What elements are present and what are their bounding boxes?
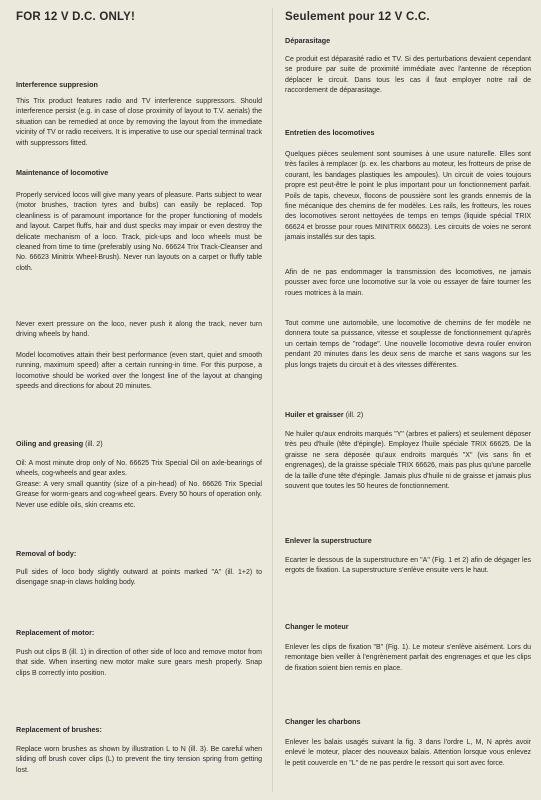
paragraph-replacement-brushes: Replace worn brushes as shown by illustration L to N (ill. 3). Be careful when sliding off brush cover clips (L) to prevent the tiny tension spring from getting lost. xyxy=(16,746,262,774)
paragraph-removal-body: Pull sides of loco body slightly outward at points marked "A" (ill. 1+2) to disengage snap-in claws holding body. xyxy=(16,569,262,587)
section-title-maintenance: Maintenance of locomotive xyxy=(16,168,109,177)
section-title-entretien: Entretien des locomotives xyxy=(285,128,375,137)
section-title-replacement-motor: Replacement of motor: xyxy=(16,628,95,637)
french-column xyxy=(285,0,531,800)
section-title-huiler-text: Huiler et graisser xyxy=(285,410,344,419)
paragraph-maintenance-2: Never exert pressure on the loco, never push it along the track, never turn driving wheels by hand. xyxy=(16,321,262,339)
section-title-huiler xyxy=(285,410,363,419)
section-title-charbons: Changer les charbons xyxy=(285,717,361,726)
section-title-removal-body: Removal of body: xyxy=(16,549,77,558)
paragraph-huiler: Ne huiler qu'aux endroits marqués "Y" (arbres et paliers) et seulement déposer très peu d'huile (tête d'épingle). Employez l'huile spéciale TRIX 66625. De la graisse ne sera déposée qu'aux endroits marqués "X" (vis sans fin et engrenages), de la graisse spéciale TRIX 66626, mais pas plus qu'une parcelle de la taille d'une tête d'épingle. Jamais plus d'huile ni de graisse et jamais plus souvent que toutes les 50 heures de fonctionnement. xyxy=(285,431,531,491)
paragraph-charbons: Enlever les balais usagés suivant la fig. 3 dans l'ordre L, M, N après avoir enlevé le moteur, placer des nouveaux balais. Attention lorsque vous enlevez le petit couvercle en "L" de ne pas perdre le ressort qui sort avec force. xyxy=(285,739,531,767)
paragraph-entretien-3: Tout comme une automobile, une locomotive de chemins de fer modèle ne donnera toute sa puissance, vitesse et souplesse de fonctionnement qu'après un certain temps de "rodage". Une nouvelle locomotive devra rouler environ pendant 20 minutes dans les deux sens de marche et sans wagons sur les plus longs trajets du circuit et à des vitesses différentes. xyxy=(285,320,531,369)
column-divider xyxy=(272,8,273,792)
section-title-replacement-brushes: Replacement of brushes: xyxy=(16,725,102,734)
section-title-interference: Interference suppresion xyxy=(16,80,98,89)
section-title-moteur: Changer le moteur xyxy=(285,622,349,631)
paragraph-entretien-2: Afin de ne pas endommager la transmission des locomotives, ne jamais pousser avec force une locomotive sur la voie ou essayer de faire tourner les roues motrices à la main. xyxy=(285,269,531,297)
paragraph-maintenance-3: Model locomotives attain their best performance (even start, quiet and smooth running, maximum speed) after a certain running-in time. For this purpose, a locomotive should be worked over the longest line of the layout at changing speeds and directions for about 20 minutes. xyxy=(16,352,262,391)
section-title-oiling-text: Oiling and greasing xyxy=(16,439,84,448)
section-title-superstructure: Enlever la superstructure xyxy=(285,536,372,545)
section-title-oiling-ref: (ill. 2) xyxy=(85,439,103,448)
section-title-oiling xyxy=(16,439,103,448)
english-column xyxy=(16,0,264,800)
section-title-huiler-ref: (ill. 2) xyxy=(345,410,364,419)
paragraph-deparasitage: Ce produit est déparasité radio et TV. Si des perturbations devaient cependant se produire par suite de proximité immédiate avec l'antenne de réception déplacer le circuit. Dans tous les cas il faut employer notre rail de raccordement de déparasitage. xyxy=(285,56,531,95)
paragraph-interference: This Trix product features radio and TV interference suppressors. Should interference persist (e.g. in case of close proximity of layout to T.V. aerials) the situation can be remedied at once by removing the layout from the immediate vicinity of TV or radio receivers. It is imperative to use our special terminal track with suppressors fitted. xyxy=(16,98,262,147)
paragraph-replacement-motor: Push out clips B (ill. 1) in direction of other side of loco and remove motor from that side. When inserting new motor make sure gears mesh properly. Snap clips B correctly into position. xyxy=(16,649,262,677)
paragraph-entretien-1: Quelques pièces seulement sont soumises à une usure naturelle. Elles sont très faciles à remplacer (p. ex. les charbons au moteur, les frotteurs de prise de courant, les bandages plastiques les ampoules). Un circuit de voies toujours propre est peut-être le point le plus important pour un fonctionnement parfait. Poils de tapis, cheveux, flocons de poussière sont les grands ennemis de la fine mécanique des chemins de fer modèles. Les rails, les frotteurs, les roues des locomotives seront nettoyées de temps en temps (liquide spécial TRIX 66624 et brosse pour roues MINITRIX 66623). Les circuits de voies ne seront jamais installés sur des tapis. xyxy=(285,151,531,242)
paragraph-superstructure: Ecarter le dessous de la superstructure en "A" (Fig. 1 et 2) afin de dégager les ergots de fixation. La superstructure s'enlève ensuite vers le haut. xyxy=(285,557,531,575)
page-heading-fr: Seulement pour 12 V C.C. xyxy=(285,11,430,23)
paragraph-oiling-grease: Grease: A very small quantity (size of a pin-head) of No. 66626 Trix Special Grease for worm-gears and cog-wheel gears. Every 50 hours of operation only. Never use edible oils, skin creams etc. xyxy=(16,481,262,509)
paragraph-oiling-oil: Oil: A most minute drop only of No. 66625 Trix Special Oil on axle-bearings of wheels, cog-wheels and gear axles. xyxy=(16,460,262,478)
paragraph-maintenance-1: Properly serviced locos will give many years of pleasure. Parts subject to wear (motor brushes, traction tyres and bulbs) can easily be replaced. Top cleanliness is of paramount importance for the proper functioning of models and layout. Carpet fluffs, hair and dust specks may impair or even destroy the delicate mechanism of a loco. Track, pick-ups and loco wheels must be cleaned from time to time (preferably using No. 66624 Trix Track-Cleanser and No. 66623 Minitrix Wheel-Brush). Never run layouts on a carpet or fluffy table cloth. xyxy=(16,192,262,272)
section-title-deparasitage: Déparasitage xyxy=(285,36,331,45)
page-heading-en: FOR 12 V D.C. ONLY! xyxy=(16,11,136,23)
paragraph-moteur: Enlever les clips de fixation "B" (Fig. 1). Le moteur s'enlève aisément. Lors du remontage bien veiller à l'engrènement parfait des engrenages et que les clips de fixation soient bien remis en place. xyxy=(285,644,531,672)
